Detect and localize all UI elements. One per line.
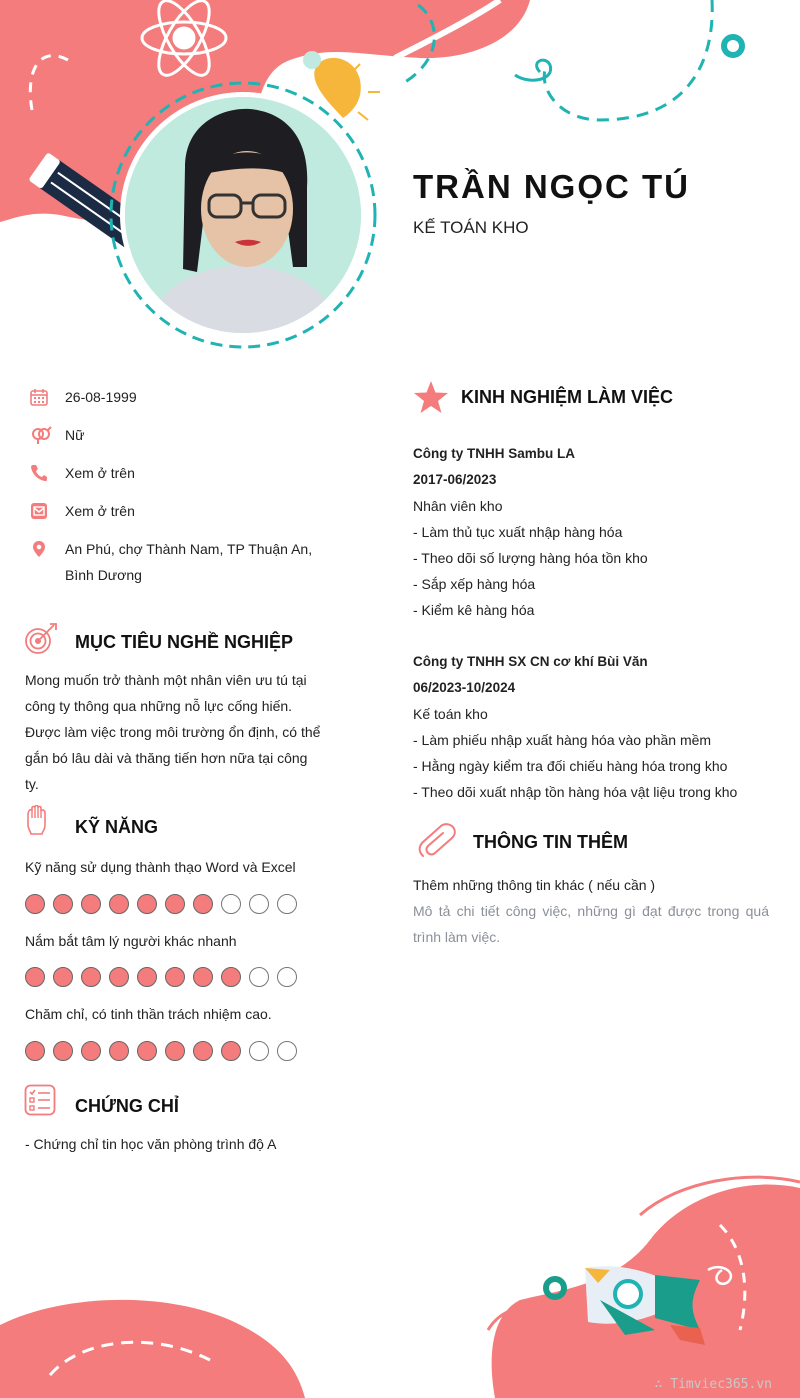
skills-title: KỸ NĂNG [75,817,159,837]
phone-value: Xem ở trên [65,465,135,481]
skill-rating [25,894,297,916]
job-company: Công ty TNHH Sambu LA [413,446,575,461]
location-pin-icon [30,540,48,558]
rating-dot-empty [277,1041,297,1061]
rating-dot-filled [221,967,241,987]
contact-email [30,498,350,524]
certificates-title: CHỨNG CHỈ [75,1096,179,1116]
phone-icon [30,464,48,482]
address-line-2: Bình Dương [65,567,142,583]
objective-line: ty. [25,776,39,792]
contact-phone [30,460,350,486]
experience-job [413,441,773,623]
rating-dot-empty [221,894,241,914]
rating-dot-filled [25,894,45,914]
job-task: - Theo dõi số lượng hàng hóa tồn kho [413,550,648,566]
fist-icon [24,805,48,837]
paperclip-icon [415,822,459,862]
job-role: Kế toán kho [413,706,488,722]
extra-description: Mô tả chi tiết công việc, những gì đạt được trong quá trình làm việc. [413,903,769,945]
checklist-icon [24,1084,56,1116]
certificate-item: - Chứng chỉ tin học văn phòng trình độ A [25,1136,277,1152]
contact-gender [30,422,350,448]
experience-title: KINH NGHIỆM LÀM VIỆC [461,387,674,407]
profile-photo [125,97,361,333]
job-role: Nhân viên kho [413,498,503,514]
job-company: Công ty TNHH SX CN cơ khí Bùi Văn [413,654,648,669]
skill-label: Nắm bắt tâm lý người khác nhanh [25,933,237,949]
teal-ring-top [724,37,742,55]
objective-line: Mong muốn trở thành một nhân viên ưu tú tại [25,672,307,688]
email-icon [30,502,48,520]
rating-dot-filled [81,967,101,987]
rating-dot-filled [165,967,185,987]
rating-dot-filled [193,894,213,914]
rating-dot-filled [109,967,129,987]
objective-line: gắn bó lâu dài và thăng tiến hơn nữa tại công [25,750,308,766]
rating-dot-filled [165,1041,185,1061]
objective-line: công ty thông qua những nỗ lực cống hiến. [25,698,293,714]
rating-dot-empty [277,967,297,987]
address-value [65,536,335,588]
address-line-1: An Phú, chợ Thành Nam, TP Thuận An, [65,541,313,557]
rating-dot-empty [249,967,269,987]
rating-dot-filled [81,1041,101,1061]
gender-icon [30,426,52,444]
bottom-left-blob [0,1300,305,1398]
rating-dot-empty [277,894,297,914]
extra-line: Thêm những thông tin khác ( nếu cần ) [413,877,656,893]
rating-dot-filled [109,1041,129,1061]
rating-dot-filled [81,894,101,914]
dashed-curve-teal-right [544,0,712,120]
dashed-curve-teal-loop [515,60,551,80]
skill-label: Kỹ năng sử dụng thành thạo Word và Excel [25,859,296,875]
experience-job [413,649,773,805]
skill-rating [25,967,297,989]
job-period: 2017-06/2023 [413,472,497,487]
candidate-name: TRẦN NGỌC TÚ [413,168,690,205]
rating-dot-filled [25,1041,45,1061]
rating-dot-filled [137,967,157,987]
star-icon [413,380,449,414]
teal-ring-bottom [546,1279,564,1297]
contact-birthday [30,384,350,410]
target-icon [24,622,58,656]
rating-dot-filled [193,1041,213,1061]
lightbulb-icon [303,51,380,120]
objective-line: Được làm việc trong môi trường ổn định, có thể [25,724,321,740]
job-task: - Làm phiếu nhập xuất hàng hóa vào phần mềm [413,732,712,748]
job-task: - Sắp xếp hàng hóa [413,576,536,592]
rating-dot-filled [137,1041,157,1061]
objective-title: MỤC TIÊU NGHỀ NGHIỆP [75,632,294,652]
calendar-icon [30,388,48,406]
contact-address [30,536,350,588]
rating-dot-filled [53,894,73,914]
job-task: - Theo dõi xuất nhập tồn hàng hóa vật liệu trong kho [413,784,738,800]
rating-dot-filled [137,894,157,914]
extra-title: THÔNG TIN THÊM [473,832,628,852]
rating-dot-filled [53,967,73,987]
photo-illustration [125,97,361,333]
gender-value: Nữ [65,427,85,443]
email-value: Xem ở trên [65,503,135,519]
skill-label: Chăm chỉ, có tinh thần trách nhiệm cao. [25,1006,272,1022]
objective-text [25,667,325,797]
job-task: - Hằng ngày kiểm tra đối chiếu hàng hóa trong kho [413,758,728,774]
rating-dot-filled [193,967,213,987]
job-period: 06/2023-10/2024 [413,680,516,695]
watermark: ∴ Timviec365.vn [654,1377,772,1392]
job-task: - Làm thủ tục xuất nhập hàng hóa [413,524,623,540]
job-task: - Kiểm kê hàng hóa [413,602,535,618]
rating-dot-filled [221,1041,241,1061]
rating-dot-empty [249,894,269,914]
skill-rating [25,1041,297,1063]
rating-dot-filled [53,1041,73,1061]
rating-dot-filled [25,967,45,987]
candidate-position: KẾ TOÁN KHO [413,218,529,237]
rating-dot-empty [249,1041,269,1061]
birthday-value: 26-08-1999 [65,389,137,405]
rating-dot-filled [165,894,185,914]
rating-dot-filled [109,894,129,914]
